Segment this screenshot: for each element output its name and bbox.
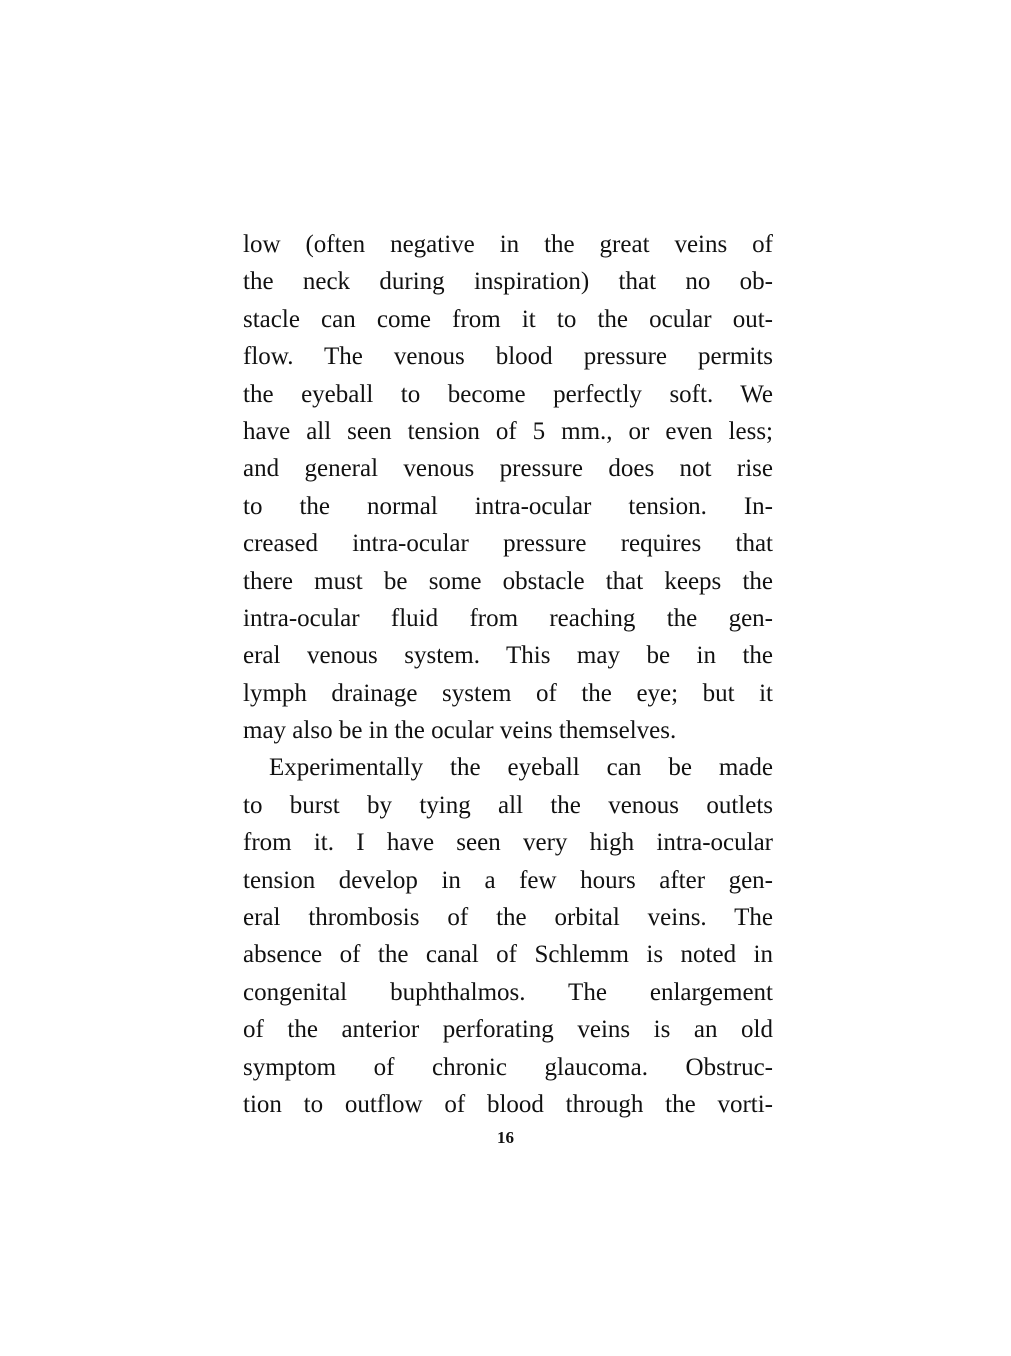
text-line: the eyeball to become perfectly soft. We (243, 380, 773, 408)
text-line: absence of the canal of Schlemm is noted in (243, 941, 773, 969)
text-line: there must be some obstacle that keeps the (243, 567, 773, 595)
text-line: may also be in the ocular veins themselves. (243, 717, 677, 745)
text-line: of the anterior perforating veins is an old (243, 1016, 773, 1044)
text-line: low (often negative in the great veins of (243, 231, 773, 258)
text-line: to burst by tying all the venous outlets (243, 791, 773, 819)
text-line: congenital buphthalmos. The enlargement (243, 978, 773, 1006)
text-line: eral thrombosis of the orbital veins. The (243, 904, 773, 932)
text-line: flow. The venous blood pressure permits (243, 343, 773, 371)
text-line: tion to outflow of blood through the vorti- (243, 1090, 773, 1118)
text-line: symptom of chronic glaucoma. Obstruc- (243, 1053, 773, 1081)
text-line: and general venous pressure does not rise (243, 455, 773, 483)
text-line: from it. I have seen very high intra-ocular (243, 829, 773, 857)
text-line: have all seen tension of 5 mm., or even less; (243, 417, 773, 445)
text-line: tension develop in a few hours after gen- (243, 866, 773, 894)
text-line: intra-ocular fluid from reaching the gen- (243, 604, 773, 632)
text-line: lymph drainage system of the eye; but it (243, 679, 773, 707)
page-number: 16 (497, 1128, 514, 1147)
text-line: Experimentally the eyeball can be made (269, 754, 773, 782)
body-text (243, 226, 773, 1123)
text-line: to the normal intra-ocular tension. In- (243, 492, 773, 520)
text-line: eral venous system. This may be in the (243, 642, 773, 670)
text-line: stacle can come from it to the ocular out- (243, 305, 773, 333)
text-line: the neck during inspiration) that no ob- (243, 268, 773, 296)
text-line: creased intra-ocular pressure requires that (243, 530, 773, 558)
